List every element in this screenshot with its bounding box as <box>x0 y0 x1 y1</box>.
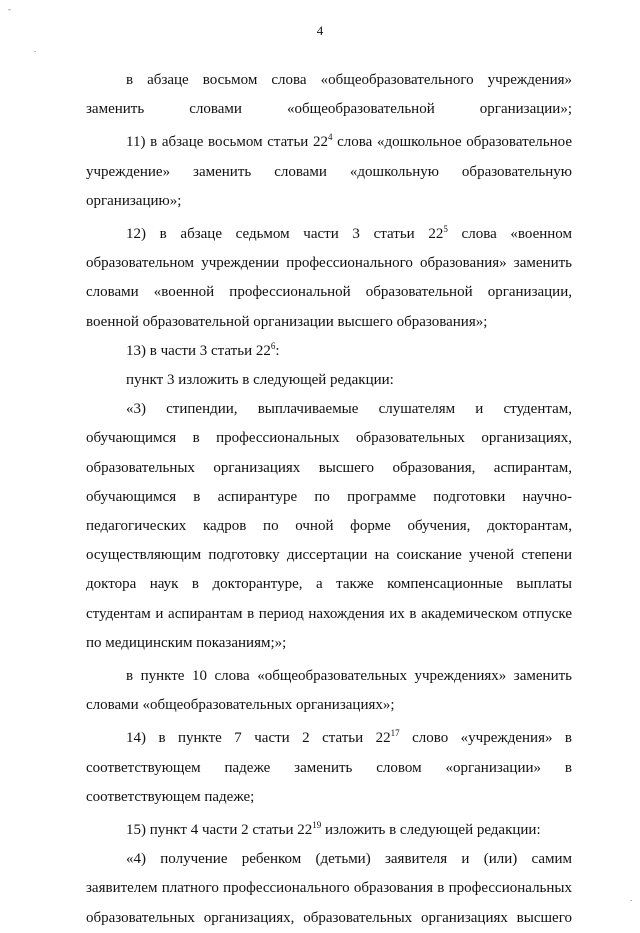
amendment-paragraph <box>86 66 572 124</box>
amendment-paragraph <box>86 366 572 395</box>
amendment-paragraph <box>86 128 572 216</box>
paragraph-text: «4) получение ребенком (детьми) заявителя и (или) самим заявителем платного профессионального образования в профессиональных образовательных организациях, образовательных организациях высшего <box>86 851 572 926</box>
document-body <box>86 66 572 933</box>
scan-mark: . <box>34 44 37 54</box>
paragraph-text: 12) в абзаце седьмом части 3 статьи 22 <box>126 226 444 243</box>
paragraph-text: слово «учреждения» в соответствующем падеже заменить словом «организации» в соответствующем падеже; <box>86 730 573 805</box>
amendment-paragraph <box>86 816 572 845</box>
article-superscript: 6 <box>270 340 276 351</box>
paragraph-text: слова «военном образовательном учреждении профессионального образования» заменить словами «военной профессиональной образовательной организации, военной образовательной организации высшего образования»; <box>86 226 572 330</box>
article-superscript: 5 <box>443 224 448 235</box>
paragraph-text: : <box>275 342 280 359</box>
page-number: 4 <box>316 23 324 38</box>
article-superscript: 19 <box>312 820 322 831</box>
amendment-paragraph <box>86 662 572 720</box>
amendment-paragraph <box>86 337 572 366</box>
paragraph-text: пункт 3 изложить в следующей редакции: <box>126 372 394 389</box>
amendment-paragraph <box>86 845 572 933</box>
paragraph-text: слова «дошкольное образовательное учреждение» заменить словами «дошкольную образовательную организацию»; <box>86 134 572 209</box>
paragraph-text: 13) в части 3 статьи 22 <box>126 342 271 359</box>
scan-mark: - <box>8 4 11 14</box>
amendment-paragraph <box>86 220 572 337</box>
article-superscript: 4 <box>327 132 333 143</box>
paragraph-text: 15) пункт 4 части 2 статьи 22 <box>126 822 313 839</box>
article-superscript: 17 <box>390 728 400 739</box>
paragraph-text: изложить в следующей редакции: <box>321 822 541 839</box>
paragraph-text: 14) в пункте 7 части 2 статьи 22 <box>126 730 391 747</box>
paragraph-text: в пункте 10 слова «общеобразовательных учреждениях» заменить словами «общеобразовательных организациях»; <box>86 668 572 714</box>
paragraph-text: в абзаце восьмом слова «общеобразовательного учреждения» заменить словами «общеобразовательной организации»; <box>86 72 572 118</box>
scan-mark: . <box>630 893 633 903</box>
paragraph-text: 11) в абзаце восьмом статьи 22 <box>126 134 328 151</box>
amendment-paragraph <box>86 395 572 658</box>
paragraph-text: «3) стипендии, выплачиваемые слушателям и студентам, обучающимся в профессиональных образовательных организациях, образовательных организациях высшего образования, аспирантам, обучающимся в аспирантуре по программе подготовки научно-педагогических кадров по очной форме обучения, докторантам, осуществляющим подготовку диссертации на соискание ученой степени доктора наук в докторантуре, а также компенсационные выплаты студентам и аспирантам в период нахождения их в академическом отпуске по медицинским показаниям;»; <box>86 401 572 651</box>
amendment-paragraph <box>86 724 572 812</box>
